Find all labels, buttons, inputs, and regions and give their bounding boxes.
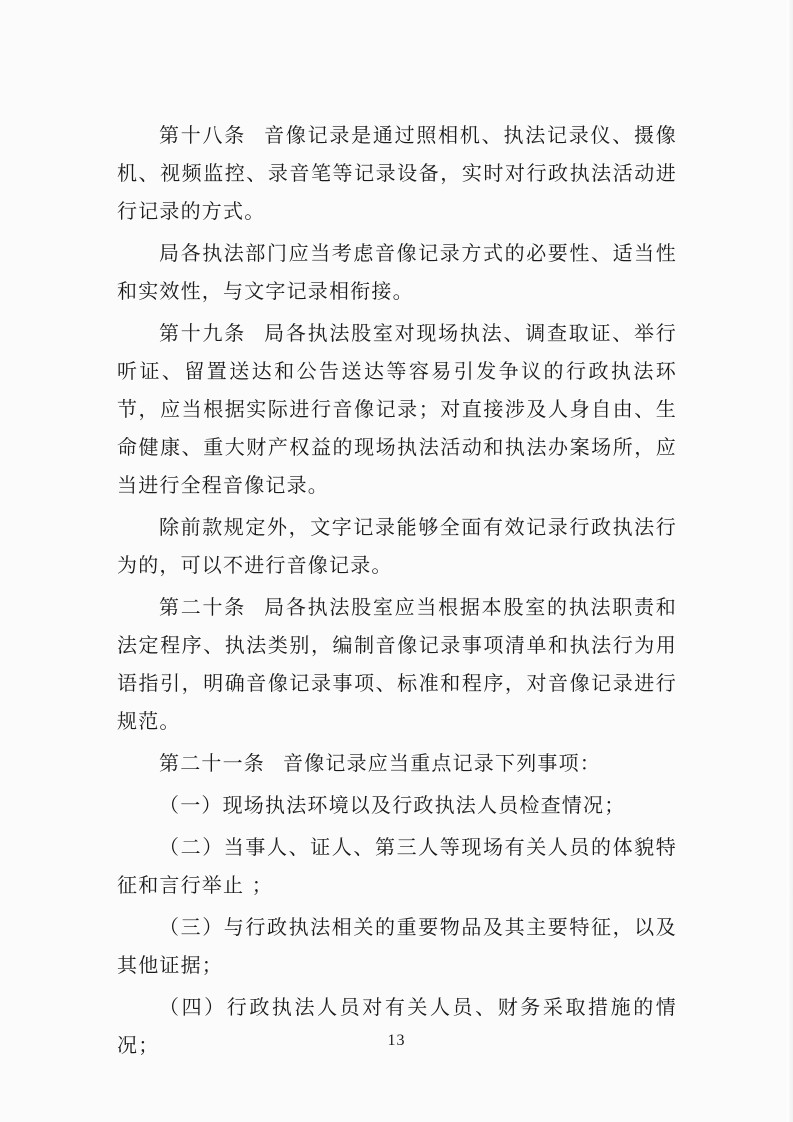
- paragraph-article-21: [117, 744, 677, 782]
- paragraph-text: 音像记录应当重点记录下列事项：: [283, 751, 601, 775]
- page-number: 13: [387, 1032, 406, 1049]
- list-item-1: [117, 786, 677, 824]
- article-label: 第十九条: [159, 321, 247, 345]
- paragraph-article-19-2: [117, 508, 677, 584]
- article-label: 第二十条: [159, 595, 247, 619]
- list-item-text: （四）行政执法人员对有关人员、财务采取措施的情况；: [117, 995, 677, 1057]
- paragraph-article-20: [117, 588, 677, 740]
- article-label: 第十八条: [159, 123, 247, 147]
- list-item-2: [117, 828, 677, 904]
- document-body: [117, 116, 677, 1068]
- paragraph-article-19: [117, 314, 677, 504]
- list-item-text: （三）与行政执法相关的重要物品及其主要特征，以及其他证据；: [117, 915, 677, 977]
- scan-edge-shadow: [787, 0, 793, 1122]
- paragraph-article-18: [117, 116, 677, 230]
- list-item-text: （一）现场执法环境以及行政执法人员检查情况；: [159, 793, 626, 817]
- paragraph-text: 局各执法部门应当考虑音像记录方式的必要性、适当性和实效性，与文字记录相衔接。: [117, 241, 677, 303]
- paragraph-text: 音像记录是通过照相机、执法记录仪、摄像机、视频监控、录音笔等记录设备，实时对行政执法活动进行记录的方式。: [117, 123, 677, 223]
- list-item-text: （二）当事人、证人、第三人等现场有关人员的体貌特征和言行举止 ；: [117, 835, 677, 897]
- list-item-3: [117, 908, 677, 984]
- paragraph-text: 局各执法股室对现场执法、调查取证、举行听证、留置送达和公告送达等容易引发争议的行政执法环节，应当根据实际进行音像记录；对直接涉及人身自由、生命健康、重大财产权益的现场执法活动和执法办案场所，应当进行全程音像记录。: [117, 321, 677, 497]
- paragraph-text: 除前款规定外，文字记录能够全面有效记录行政执法行为的，可以不进行音像记录。: [117, 515, 677, 577]
- paragraph-text: 局各执法股室应当根据本股室的执法职责和法定程序、执法类别，编制音像记录事项清单和执法行为用语指引，明确音像记录事项、标准和程序，对音像记录进行规范。: [117, 595, 677, 733]
- list-item-4: [117, 988, 677, 1064]
- paragraph-article-18-2: [117, 234, 677, 310]
- article-label: 第二十一条: [159, 751, 265, 775]
